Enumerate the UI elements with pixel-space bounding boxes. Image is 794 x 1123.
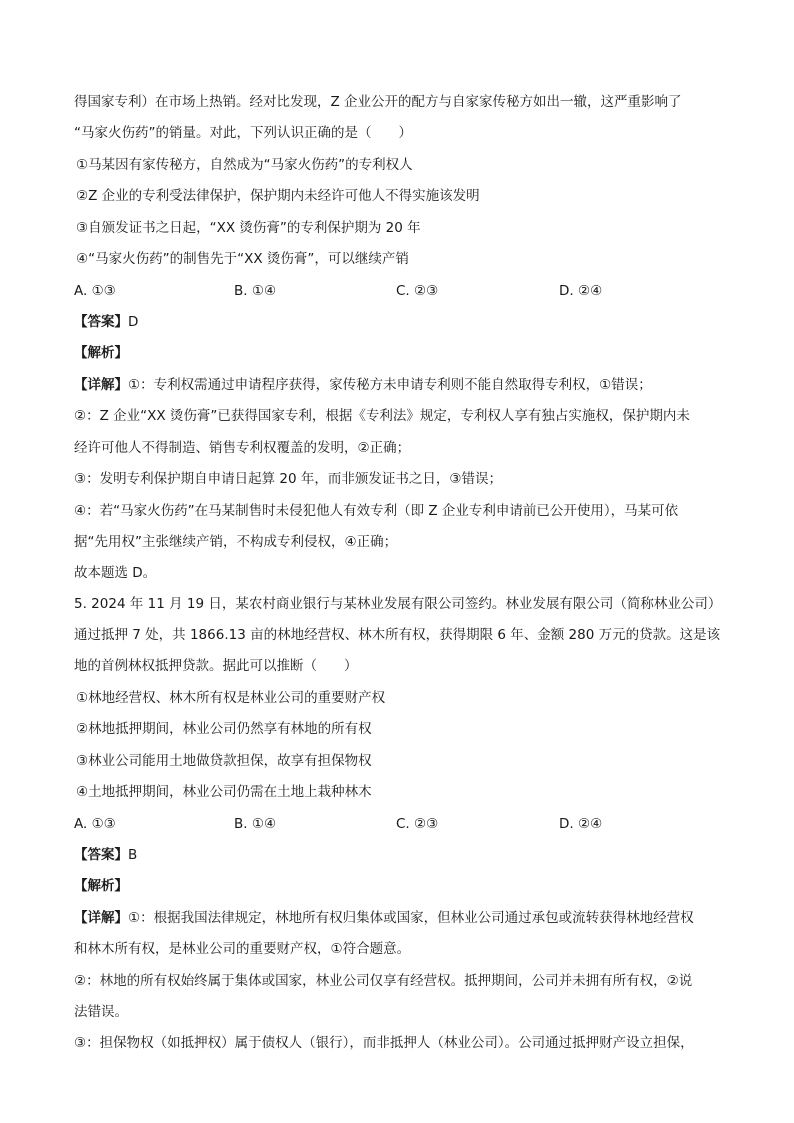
q5-stem-line-3: 地的首例林权抵押贷款。据此可以推断（ ） xyxy=(74,658,358,674)
q5-item-4: ④土地抵押期间，林业公司仍需在土地上栽种林木 xyxy=(76,784,372,800)
q4-detail-line-1 xyxy=(74,375,724,395)
q5-stem-line-1: 5. 2024 年 11 月 19 日，某农村商业银行与某林业发展有限公司签约。林业发展有限公司（简称林业公司） xyxy=(74,596,722,612)
q4-item-2: ②Z 企业的专利受法律保护，保护期内未经许可他人不得实施该发明 xyxy=(76,188,480,204)
q5-option-c: C. ②③ xyxy=(396,816,439,832)
q5-option-a: A. ①③ xyxy=(74,816,116,832)
q4-detail-line-6: 据“先用权”主张继续产销，不构成专利侵权，④正确； xyxy=(74,534,398,550)
q5-detail-line-1 xyxy=(74,908,724,928)
detail-text: ①：专利权需通过申请程序获得，家传秘方未申请专利则不能自然取得专利权，①错误； xyxy=(128,377,652,393)
analysis-tag: 【解析】 xyxy=(74,878,128,894)
q4-item-4: ④“马家火伤药”的制售先于“XX 烫伤膏”，可以继续产销 xyxy=(76,251,409,267)
q4-item-1: ①马某因有家传秘方，自然成为“马家火伤药”的专利权人 xyxy=(76,157,413,173)
q5-analysis-tag xyxy=(74,876,724,896)
q4-stem-line-1: 得国家专利）在市场上热销。经对比发现，Z 企业公开的配方与自家家传秘方如出一辙，这严重影响了 xyxy=(74,94,682,110)
q5-answer xyxy=(74,845,724,865)
q4-option-d: D. ②④ xyxy=(559,283,603,299)
q4-answer xyxy=(74,312,724,332)
q4-item-3: ③自颁发证书之日起，“XX 烫伤膏”的专利保护期为 20 年 xyxy=(76,220,421,236)
q4-option-a: A. ①③ xyxy=(74,283,116,299)
q5-detail-line-5: ③：担保物权（如抵押权）属于债权人（银行），而非抵押人（林业公司）。公司通过抵押财产设立担保， xyxy=(74,1035,694,1051)
q5-detail-line-2: 和林木所有权，是林业公司的重要财产权，①符合题意。 xyxy=(74,941,411,957)
q4-detail-line-7: 故本题选 D。 xyxy=(74,565,157,581)
q4-analysis-tag xyxy=(74,343,724,363)
detail-tag: 【详解】 xyxy=(74,910,128,926)
q5-detail-line-4: 法错误。 xyxy=(74,1004,128,1020)
q4-detail-line-3: 经许可他人不得制造、销售专利权覆盖的发明，②正确； xyxy=(74,440,411,456)
detail-tag: 【详解】 xyxy=(74,377,128,393)
answer-value: D xyxy=(128,314,139,330)
q5-item-1: ①林地经营权、林木所有权是林业公司的重要财产权 xyxy=(76,690,386,706)
answer-tag: 【答案】 xyxy=(74,847,128,863)
q4-option-b: B. ①④ xyxy=(234,283,277,299)
q5-stem-line-2: 通过抵押 7 处，共 1866.13 亩的林地经营权、林木所有权，获得期限 6 年、金额 280 万元的贷款。这是该 xyxy=(74,627,721,643)
q5-option-d: D. ②④ xyxy=(559,816,603,832)
q5-detail-line-3: ②：林地的所有权始终属于集体或国家，林业公司仅享有经营权。抵押期间，公司并未拥有所有权，②说 xyxy=(74,973,693,989)
answer-tag: 【答案】 xyxy=(74,314,128,330)
q4-detail-line-2: ②：Z 企业“XX 烫伤膏”已获得国家专利，根据《专利法》规定，专利权人享有独占实施权，保护期内未 xyxy=(74,408,690,424)
q4-option-c: C. ②③ xyxy=(396,283,439,299)
q4-detail-line-5: ④：若“马家火伤药”在马某制售时未侵犯他人有效专利（即 Z 企业专利申请前已公开使用），马某可依 xyxy=(74,503,679,519)
answer-value: B xyxy=(128,847,138,863)
detail-text: ①：根据我国法律规定，林地所有权归集体或国家，但林业公司通过承包或流转获得林地经营权 xyxy=(128,910,694,926)
q5-item-3: ③林业公司能用土地做贷款担保，故享有担保物权 xyxy=(76,753,372,769)
analysis-tag: 【解析】 xyxy=(74,345,128,361)
q4-stem-line-2: “马家火伤药”的销量。对此，下列认识正确的是（ ） xyxy=(74,125,412,141)
q4-detail-line-4: ③：发明专利保护期自申请日起算 20 年，而非颁发证书之日，③错误； xyxy=(74,471,502,487)
q5-item-2: ②林地抵押期间，林业公司仍然享有林地的所有权 xyxy=(76,721,372,737)
q5-option-b: B. ①④ xyxy=(234,816,277,832)
